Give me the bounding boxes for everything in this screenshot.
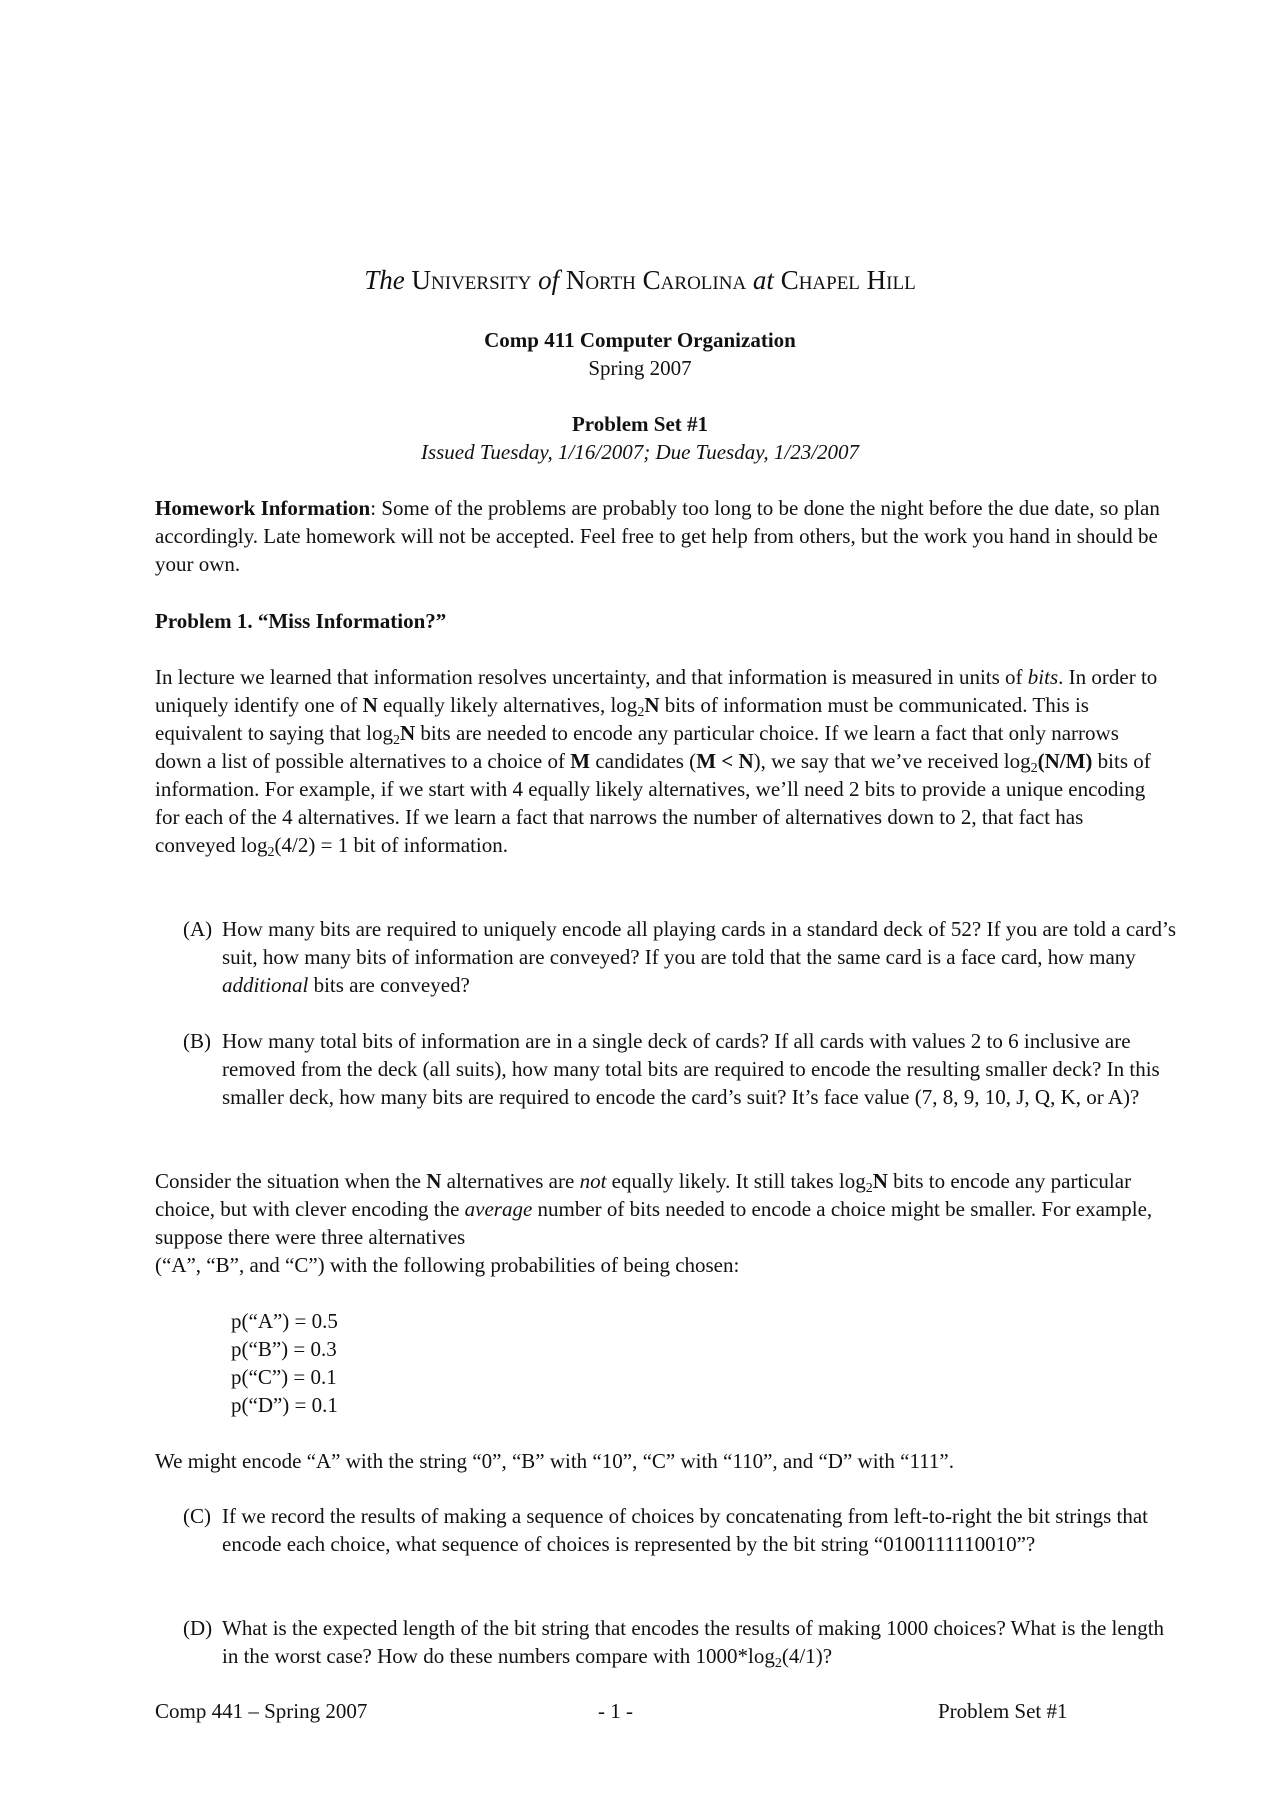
footer-left: Comp 441 – Spring 2007: [155, 1699, 368, 1723]
header-of: of: [538, 265, 560, 295]
question-d-label: (D): [183, 1616, 213, 1640]
homework-label: Homework Information: [155, 496, 371, 520]
university-header: [0, 263, 1280, 297]
header-north: North: [565, 265, 636, 295]
consider-paragraph: Consider the situation when the N alternatives are not equally likely. It still takes $\log_2N$ bits to encode any particular choice, but with clever encoding the average number of bits needed to encode a choice might be smaller. For example, suppose there were three alternatives (“A”, “B”, and “C”) with the following probabilities of being chosen:: [155, 1169, 1153, 1277]
footer-right: Problem Set #1: [938, 1699, 1068, 1723]
homework-information: [155, 494, 1165, 578]
problem1-title: Problem 1. “Miss Information?”: [155, 609, 447, 633]
footer-page-number: - 1 -: [598, 1699, 633, 1723]
question-c-text: If we record the results of making a sequence of choices by concatenating from left-to-right the bit strings that encode each choice, what sequence of choices is represented by the bit string “0100111110010”?: [222, 1504, 1149, 1556]
header-hill: Hill: [866, 265, 916, 295]
probability-c: p(“C”) = 0.1: [231, 1365, 337, 1389]
question-b-text: How many total bits of information are in a single deck of cards? If all cards with values 2 to 6 inclusive are removed from the deck (all suits), how many total bits are required to encode the resulting smaller deck? In this smaller deck, how many bits are required to encode the card’s suit? It’s face value (7, 8, 9, 10, J, Q, K, or A)?: [222, 1029, 1160, 1109]
header-chapel: Chapel: [780, 265, 860, 295]
probability-a: p(“A”) = 0.5: [231, 1309, 338, 1333]
question-d-text: What is the expected length of the bit string that encodes the results of making 1000 choices? What is the length in the worst case? How do these numbers compare with $1000*\log_2(4/1)$?: [222, 1616, 1165, 1671]
homework-text: : Some of the problems are probably too long to be done the night before the due date, so plan accordingly. Late homework will not be accepted. Feel free to get help from others, but the work you hand in should be your own.: [155, 496, 1160, 576]
question-a-text: How many bits are required to uniquely encode all playing cards in a standard deck of 52? If you are told a card’s suit, how many bits of information are conveyed? If you are told that the same card is a face card, how many additional bits are conveyed?: [222, 917, 1177, 997]
header-university: University: [411, 265, 532, 295]
issue-dates: Issued Tuesday, 1/16/2007; Due Tuesday, 1/23/2007: [420, 440, 860, 464]
term: Spring 2007: [588, 356, 692, 380]
question-a-label: (A): [183, 917, 213, 941]
question-b-label: (B): [183, 1029, 211, 1053]
probability-d: p(“D”) = 0.1: [231, 1393, 338, 1417]
course-title: Comp 411 Computer Organization: [484, 328, 796, 352]
header-the: The: [364, 265, 405, 295]
problem-set-title: Problem Set #1: [571, 412, 709, 436]
problem1-intro: In lecture we learned that information resolves uncertainty, and that information is measured in units of bits. In order to uniquely identify one of N equally likely alternatives, $\log_2N$ bits of information must be communicated. This is equivalent to saying that $\log_2N$ bits are needed to encode any particular choice. If we learn a fact that only narrows down a list of possible alternatives to a choice of M candidates (M < N), we say that we’ve received $\log_2(N/M)$ bits of information. For example, if we start with 4 equally likely alternatives, we’ll need 2 bits to provide a unique encoding for each of the 4 alternatives. If we learn a fact that narrows the number of alternatives down to 2, that fact has conveyed $\log_2(4/2) = 1$ bit of information.: [155, 665, 1158, 860]
encoding-sentence: We might encode “A” with the string “0”, “B” with “10”, “C” with “110”, and “D” with “111”.: [155, 1449, 954, 1473]
header-at: at: [752, 265, 774, 295]
question-c-label: (C): [183, 1504, 211, 1528]
probability-b: p(“B”) = 0.3: [231, 1337, 337, 1361]
header-carolina: Carolina: [642, 265, 747, 295]
